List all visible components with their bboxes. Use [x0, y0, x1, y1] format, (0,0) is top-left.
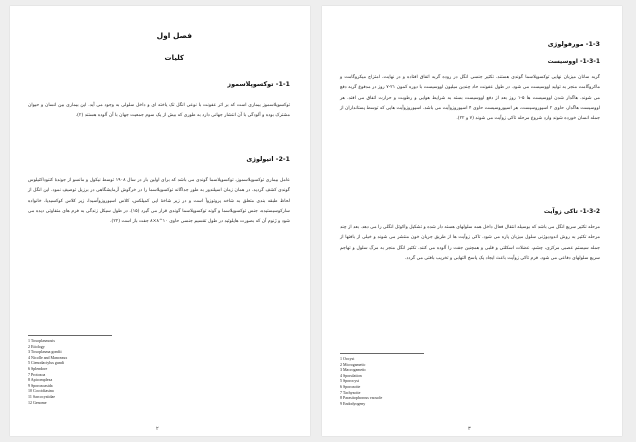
footnote: 7 Tachyzoite [340, 389, 361, 395]
footnote: 8 Apicomplexa [28, 377, 53, 383]
section-paragraph: توکسوپلاسموز بیماری است که بر اثر عفونت با نوعی انگل تک یاخته ای و داخل سلولی به وجود می آید. این بیماری بین انسان و حیوان مشترک بوده و آلودگی با آن انتشار جهانی دارد به طوری که بیش از یک سوم جمعیت جهان با آن آلوده هستند (۲). [28, 103, 290, 119]
footnote: 6 Splendore [28, 365, 48, 371]
footnote: 7 Protozoa [28, 371, 46, 377]
footnote: 5 Ctenodactylus gundi [28, 360, 64, 366]
footnote-rule [340, 353, 424, 354]
footnote: 8 Parasitophorous vacuole [340, 395, 383, 401]
chapter-title: فصل اول [156, 31, 192, 40]
section-paragraph: عامل بیماری توکسوپلاسموز، توکسوپلاسما گوندی می باشد که برای اولین بار در سال ۱۹۰۸ توسط نیکول و مانسو از جوندهٔ کتنوداکتیلوس گوندی کشف گردید. در همان زمان اسپلندور به طور جداگانه توکسوپلاسما را در خرگوش آزمایشگاهی در برزیل توصیف نمود. این انگل از لحاظ طبقه بندی متعلق به شاخه پروتوزوآ است و در زیر شاخهٔ اپی کمپلکس، کلاس اسپوروزوآسیدا، زیر کلاس کوکسیدیا، خانواده سارکوسیستیده، جنس توکسوپلاسما و گونه توکسوپلاسما گوندی قرار می گیرد (۱۵). در طول سیکل زندگی به فرم های متفاوتی دیده می شود و ژنوم آن که بصورت هاپلوئید در طول تقسیم جنسی حاوی ۱۰^۸×۸ جفت باز است (۲۲). [28, 178, 290, 225]
footnote: 1 Toxoplasmosis [28, 338, 55, 343]
section-heading: 1-3- مورفولوژی [547, 40, 600, 48]
footnote: 2 Etiology [28, 343, 45, 349]
footnote: 9 Endodyogeny [340, 400, 366, 406]
footnote: 12 Genome [28, 399, 47, 405]
footnote-list [340, 356, 382, 406]
subsection-heading: 1-3-1- اووسیست [547, 58, 600, 65]
footnote-rule [28, 335, 112, 336]
footnote: 6 Sporozoite [340, 383, 361, 389]
footnote: 3 Toxoplasma gondii [28, 349, 62, 355]
footnote: 9 Sporozoasida [28, 382, 53, 388]
footnote: 3 Macrogametic [340, 367, 367, 373]
footnote: 4 Nicolle and Manceaux [28, 354, 68, 360]
footnote: 10 Coccidiasina [28, 388, 54, 394]
chapter-subtitle: کلیات [164, 54, 184, 62]
subsection-heading: 1-3-2- تاکی زوآیت [543, 208, 600, 215]
footnote: 2 Microgametic [340, 361, 366, 367]
footnote-list [28, 338, 67, 405]
footnote: 1 Oocyst [340, 356, 355, 361]
left-page [10, 6, 310, 436]
footnote: 5 Sporocyst [340, 378, 359, 384]
footnote: 4 Sporulation [340, 372, 362, 378]
section-heading: 1-1- توکسوپلاسموز [227, 80, 290, 88]
right-page [322, 6, 622, 436]
section-heading: 2-1- اتیولوژی [246, 155, 290, 163]
page-number: ۳ [468, 426, 471, 432]
footnote: 11 Sarcocystidae [28, 393, 56, 399]
section-paragraph: مرحله تکثیر سریع انگل می باشد که بوسیله انتقال فعال داخل همه سلولهای هسته دار شده و تشکیل واکوئل انگلی را می دهد. بعد از چند مرحله تکثیر به روش اندودیوژنی سلول میزبان پاره می شود. تاکی زوآیت ها از طریق جریان خون منتشر می شوند و خیلی از بافتها از جمله سیستم عصبی مرکزی، چشم، عضلات اسکلتی و قلبی و همچنین جفت را آلوده می کنند. تکثیر انگل منجر به مرگ سلول و تهاجم سریع سلولهای دفاعی می شود. فرم تاکی زوآیت باعث ایجاد یک پاسخ التهابی و تخریب بافتی می گردد. [340, 225, 600, 261]
page-number: ۲ [156, 426, 159, 432]
section-paragraph: گربه سانان میزبان نهایی توکسوپلاسما گوندی هستند. تکثیر جنسی انگل در روده گربه اتفاق افتاده و در نهایت، امتزاج میکروگامت و ماکروگامت منجر به تولید اووسیست می شود. در طول عفونت حاد چندین میلیون اووسیست با دوره کمون ۲۱-۷ روز در مدفوع گربه دفع می شوند. هاگدار شدن اووسیست ها ۵-۱ روز بعد از دفع اووسیست بسته به شرایط هوایی و رطوبت و حرارت اتفاق می افتد. هر اووسیست هاگدار، حاوی ۲ اسپوروسیست، هر اسپوروسیست حاوی ۴ اسپوروزوآیت می باشد. اسپوروزوآیت هایی که توسط پستانداران از جمله انسان خورده شوند وارد شروع مرحله تاکی زوآیت می شوند (۷ و ۲۲). [340, 75, 600, 122]
